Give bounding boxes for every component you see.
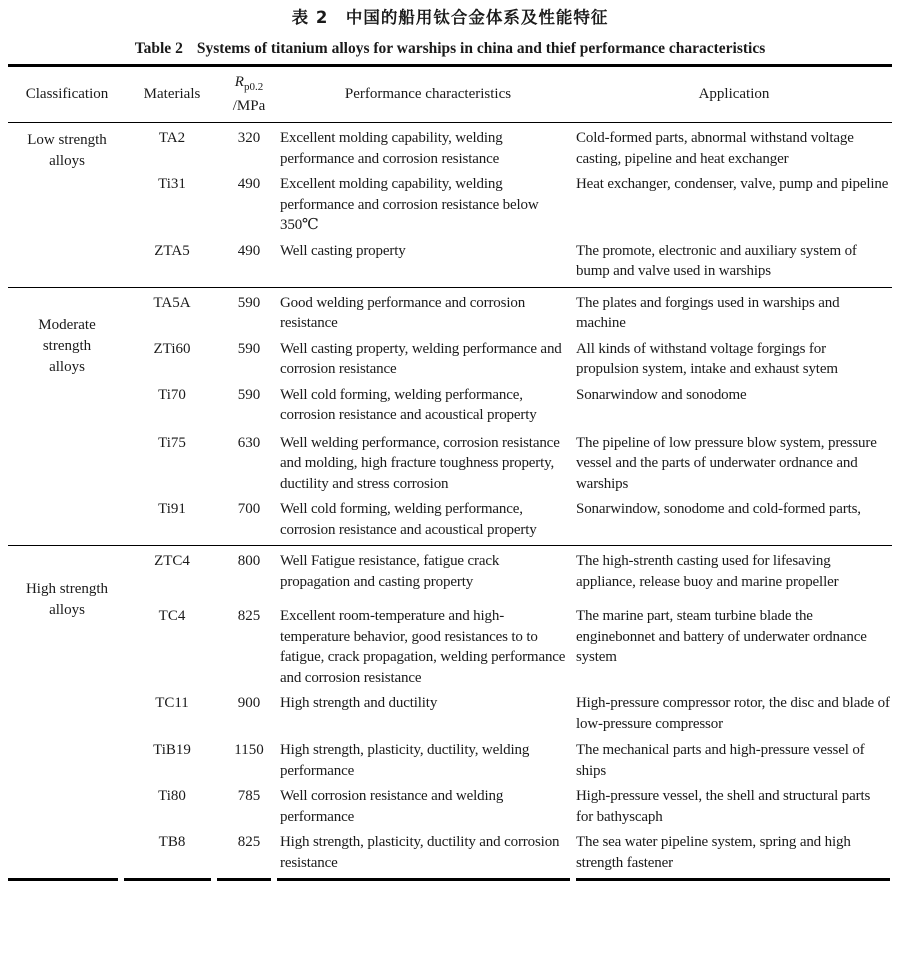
table-bottom-rule-segment (8, 878, 118, 881)
rp02-cell: 800 (237, 553, 261, 569)
rp02-cell: 490 (237, 176, 261, 192)
classification-line: alloys (49, 153, 85, 169)
material-cell: ZTC4 (154, 553, 190, 569)
material-cell: TA5A (153, 294, 191, 311)
classification-line: alloys (49, 602, 85, 618)
performance-cell: Well Fatigue resistance, fatigue crack propagation and casting property (280, 553, 500, 590)
performance-cell: Excellent molding capability, welding performance and corrosion resistance (280, 130, 503, 167)
material-cell: Ti91 (158, 501, 186, 517)
performance-cell: Well casting property, welding performance and corrosion resistance (280, 340, 562, 377)
material-cell: Ti31 (158, 176, 186, 192)
classification-cell (8, 551, 126, 873)
table-bottom-rule-segment (576, 878, 890, 881)
alloy-table (8, 64, 892, 881)
table-title-english (8, 37, 892, 60)
application-cell: High-pressure compressor rotor, the disc and blade of low-pressure compressor (576, 695, 890, 732)
application-cell: The plates and forgings used in warships and machine (576, 294, 840, 331)
table-bottom-rule-segment (217, 878, 271, 881)
rp02-subscript: p0.2 (243, 81, 264, 93)
column-header-classification: Classification (25, 86, 109, 102)
table-row (126, 174, 892, 236)
material-cell: TC11 (155, 695, 189, 711)
application-cell: High-pressure vessel, the shell and structural parts for bathyscaph (576, 788, 871, 825)
classification-line: strength (42, 337, 92, 354)
material-cell: ZTi60 (153, 340, 191, 357)
rp02-cell: 590 (237, 386, 261, 403)
section-rows (126, 128, 892, 282)
table-row (126, 606, 892, 688)
classification-line: alloys (49, 358, 85, 375)
rp02-cell: 825 (237, 608, 261, 624)
rp02-cell: 590 (237, 340, 261, 357)
performance-cell: High strength and ductility (280, 695, 438, 711)
application-cell: Sonarwindow and sonodome (576, 386, 747, 403)
performance-cell: High strength, plasticity, ductility, welding performance (280, 742, 530, 779)
table-header-row (8, 67, 892, 123)
material-cell: Ti75 (158, 434, 186, 451)
column-header-materials: Materials (143, 86, 201, 102)
table-bottom-rule (8, 878, 892, 881)
rp02-cell: 1150 (234, 742, 264, 758)
material-cell: ZTA5 (154, 242, 190, 259)
material-cell: TB8 (158, 834, 186, 850)
performance-cell: Good welding performance and corrosion resistance (280, 294, 526, 331)
table-row (126, 499, 892, 540)
column-header-performance: Performance characteristics (344, 86, 512, 102)
material-cell: TiB19 (153, 742, 191, 758)
table-row (126, 241, 892, 282)
table-title-chinese: 表 2 中国的船用钛合金体系及性能特征 (291, 8, 609, 27)
table-section (8, 123, 892, 287)
application-cell: Heat exchanger, condenser, valve, pump and pipeline (576, 176, 889, 192)
material-cell: TC4 (158, 608, 186, 624)
application-cell: The sea water pipeline system, spring and high strength fastener (576, 834, 851, 871)
rp02-cell: 700 (237, 501, 261, 517)
material-cell: Ti70 (158, 386, 186, 403)
classification-line: High strength (25, 581, 109, 597)
application-cell: The marine part, steam turbine blade the enginebonnet and battery of underwater ordnance system (576, 608, 867, 665)
table-row (126, 385, 892, 426)
classification-cell (8, 128, 126, 282)
rp02-cell: 900 (237, 695, 261, 711)
performance-cell: Well casting property (280, 242, 406, 259)
application-cell: The mechanical parts and high-pressure vessel of ships (576, 742, 865, 779)
table-row (126, 693, 892, 734)
column-header-rp02 (218, 73, 280, 116)
application-cell: The promote, electronic and auxiliary system of bump and valve used in warships (576, 242, 857, 279)
material-cell: Ti80 (158, 788, 186, 804)
table-bottom-rule-segment (124, 878, 211, 881)
performance-cell: Excellent molding capability, welding performance and corrosion resistance below 350℃ (280, 176, 539, 233)
section-rows (126, 551, 892, 873)
rp02-cell: 320 (237, 130, 261, 146)
classification-line: Low strength (27, 132, 107, 148)
performance-cell: Well welding performance, corrosion resistance and molding, high fracture toughness property, ductility and stress corrosion (280, 434, 560, 492)
performance-cell: Excellent room-temperature and high-temperature behavior, good resistances to to fatigue, crack propagation, welding performance and corrosion resistance (280, 608, 566, 686)
performance-cell: Well corrosion resistance and welding performance (280, 788, 504, 825)
table-row (126, 551, 892, 592)
rp02-cell: 825 (237, 834, 261, 850)
application-cell: Sonarwindow, sonodome and cold-formed parts, (576, 501, 861, 517)
table-row (126, 339, 892, 380)
table-number-label: Table 2 (134, 40, 183, 57)
table-body (8, 123, 892, 878)
table-row (126, 832, 892, 873)
application-cell: All kinds of withstand voltage forgings for propulsion system, intake and exhaust sytem (576, 340, 838, 377)
application-cell: Cold-formed parts, abnormal withstand voltage casting, pipeline and heat exchanger (576, 130, 854, 167)
rp02-cell: 490 (237, 242, 261, 259)
column-header-application: Application (698, 86, 770, 102)
section-rows (126, 293, 892, 541)
classification-line: Moderate (38, 316, 96, 333)
table-title-english-text: Systems of titanium alloys for warships in china and thief performance characteristics (196, 40, 766, 57)
table-row (126, 740, 892, 781)
table-row (126, 128, 892, 169)
rp02-cell: 630 (237, 434, 261, 451)
table-row (126, 293, 892, 334)
table-section (8, 287, 892, 546)
material-cell: TA2 (158, 130, 186, 146)
application-cell: The pipeline of low pressure blow system, pressure vessel and the parts of underwater ordnance and warships (576, 434, 877, 492)
table-row (126, 786, 892, 827)
rp02-cell: 590 (237, 294, 261, 311)
rp02-symbol: R (234, 74, 244, 90)
table-bottom-rule-segment (277, 878, 570, 881)
application-cell: The high-strenth casting used for lifesaving appliance, release buoy and marine propeller (576, 553, 839, 590)
rp02-cell: 785 (237, 788, 261, 804)
rp02-unit: /MPa (232, 98, 266, 114)
performance-cell: Well cold forming, welding performance, corrosion resistance and acoustical property (280, 386, 537, 423)
table-section (8, 545, 892, 878)
table-row (126, 433, 892, 495)
performance-cell: Well cold forming, welding performance, corrosion resistance and acoustical property (280, 501, 537, 538)
classification-cell (8, 293, 126, 541)
performance-cell: High strength, plasticity, ductility and corrosion resistance (280, 834, 560, 871)
